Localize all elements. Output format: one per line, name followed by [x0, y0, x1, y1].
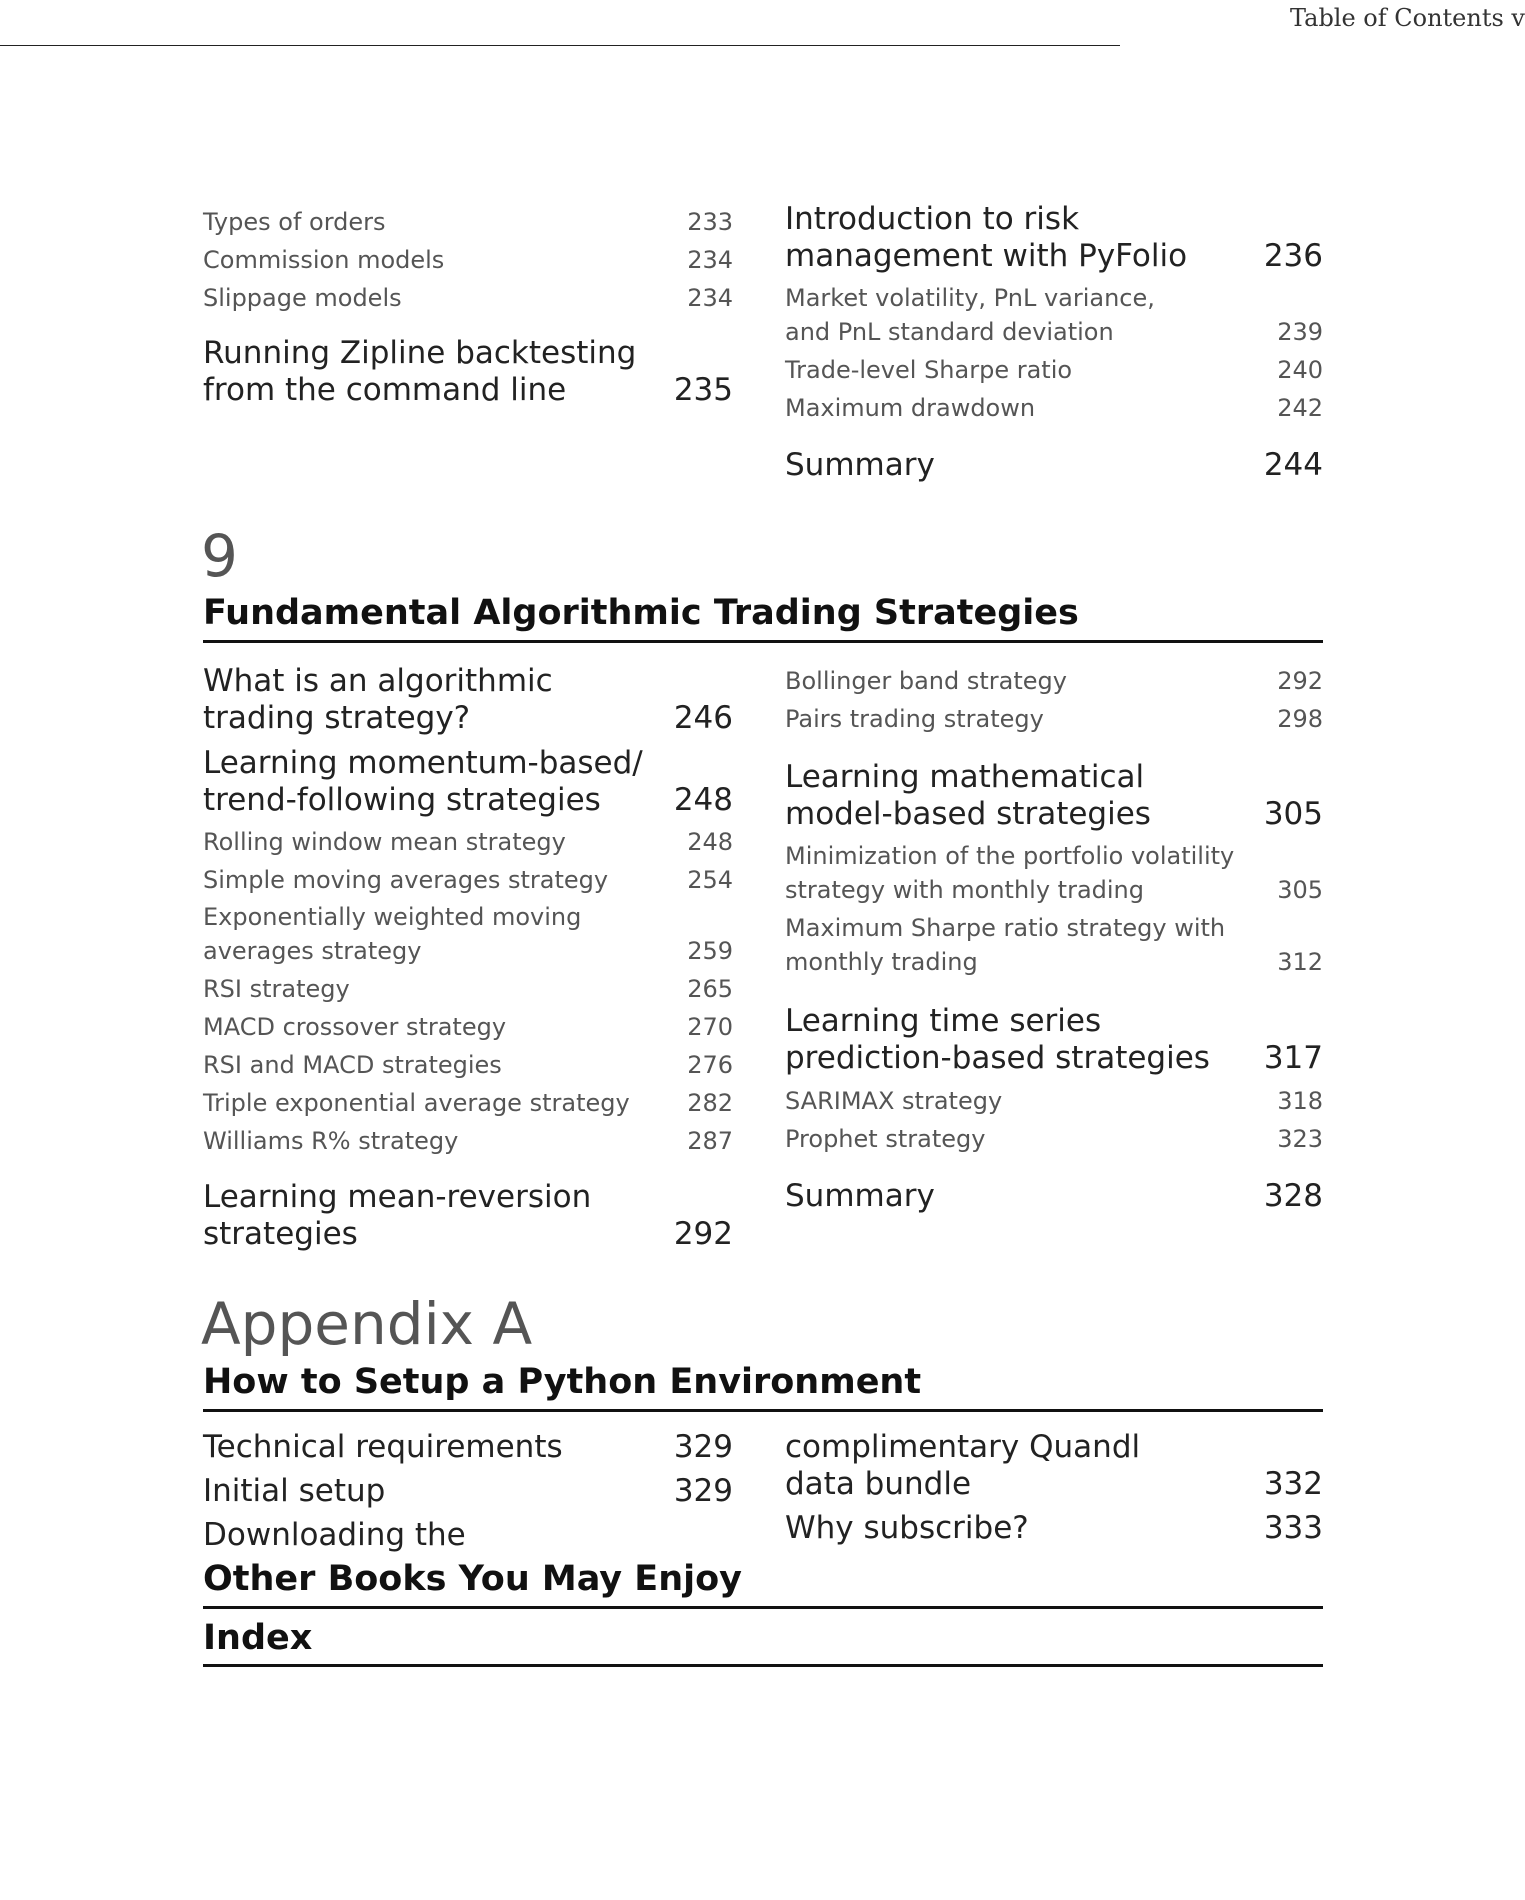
toc-entry[interactable]	[785, 1084, 1323, 1118]
appendix-label: Appendix A	[201, 1290, 533, 1358]
toc-entry-title: Bollinger band strategy	[785, 667, 1067, 695]
top-left-column	[203, 205, 733, 425]
toc-section-entry[interactable]	[785, 201, 1323, 275]
toc-entry-title-line2: strategies	[203, 1216, 358, 1252]
toc-entry[interactable]	[203, 900, 733, 968]
toc-entry[interactable]	[785, 1122, 1323, 1156]
toc-entry[interactable]	[203, 205, 733, 239]
toc-entry-title: Why subscribe?	[785, 1510, 1029, 1546]
toc-entry-title: MACD crossover strategy	[203, 1013, 507, 1041]
toc-entry[interactable]	[785, 911, 1323, 979]
toc-entry-title: Initial setup	[203, 1473, 386, 1509]
appendix-rule	[203, 1409, 1323, 1412]
toc-entry-page: 329	[673, 1429, 733, 1465]
toc-entry-title-line2: data bundle	[785, 1466, 972, 1502]
toc-entry-title-line2: model-based strategies	[785, 796, 1151, 832]
chapter9-left-column	[203, 663, 733, 1263]
toc-entry-page: 240	[1277, 356, 1323, 384]
toc-section-entry[interactable]	[785, 1510, 1323, 1547]
toc-entry-page: 292	[673, 1216, 733, 1252]
toc-entry-page: 239	[1277, 318, 1323, 346]
toc-entry-page: 234	[687, 246, 733, 274]
toc-entry[interactable]	[203, 825, 733, 859]
toc-section-entry[interactable]	[203, 663, 733, 737]
toc-entry-page: 323	[1277, 1125, 1323, 1153]
toc-entry[interactable]	[203, 972, 733, 1006]
toc-entry[interactable]	[203, 1010, 733, 1044]
other-books-rule	[203, 1606, 1323, 1609]
toc-entry-page: 329	[673, 1473, 733, 1509]
toc-entry-title: Technical requirements	[203, 1429, 563, 1465]
toc-section-entry[interactable]	[785, 759, 1323, 833]
toc-entry-title-line1: complimentary Quandl	[785, 1429, 1141, 1465]
toc-entry-title: Commission models	[203, 246, 445, 274]
toc-entry-title-line2: averages strategy	[203, 937, 422, 965]
toc-entry[interactable]	[203, 281, 733, 315]
toc-entry-page: 282	[687, 1089, 733, 1117]
header-text: Table of Contents v	[1289, 4, 1525, 32]
toc-entry-page: 242	[1277, 394, 1323, 422]
toc-entry-page: 305	[1263, 796, 1323, 832]
toc-entry-page: 318	[1277, 1087, 1323, 1115]
toc-entry[interactable]	[785, 839, 1323, 907]
toc-section-entry[interactable]	[203, 1517, 733, 1554]
toc-entry-page: 332	[1263, 1466, 1323, 1502]
toc-entry-page: 236	[1263, 238, 1323, 274]
toc-section-entry[interactable]	[203, 745, 733, 819]
toc-entry-title: Types of orders	[203, 208, 386, 236]
toc-entry-page: 270	[687, 1013, 733, 1041]
toc-entry-title-line2: prediction-based strategies	[785, 1040, 1210, 1076]
toc-entry-title-line2: from the command line	[203, 372, 567, 408]
index-title[interactable]: Index	[203, 1618, 313, 1658]
toc-entry-title-line2: management with PyFolio	[785, 238, 1188, 274]
toc-entry-title: Williams R% strategy	[203, 1127, 459, 1155]
chapter9-right-column	[785, 664, 1323, 1224]
toc-entry-title-line2: trading strategy?	[203, 700, 471, 736]
toc-section-entry[interactable]	[203, 1429, 733, 1466]
toc-section-entry[interactable]	[203, 1179, 733, 1253]
appendix-left-column	[203, 1429, 733, 1559]
toc-entry-page: 259	[687, 937, 733, 965]
top-right-column	[785, 201, 1323, 491]
appendix-title[interactable]: How to Setup a Python Environment	[203, 1362, 922, 1402]
toc-entry[interactable]	[785, 281, 1323, 349]
toc-section-entry[interactable]	[203, 1473, 733, 1510]
toc-section-entry[interactable]	[785, 1429, 1323, 1503]
toc-entry-title: Simple moving averages strategy	[203, 866, 609, 894]
toc-entry-title: Slippage models	[203, 284, 402, 312]
toc-entry-title-line2: trend-following strategies	[203, 782, 601, 818]
toc-entry-title: Summary	[785, 447, 935, 483]
toc-entry-title: Trade-level Sharpe ratio	[785, 356, 1073, 384]
toc-entry-page: 298	[1277, 705, 1323, 733]
toc-entry-title-line1: Minimization of the portfolio volatility	[785, 842, 1235, 870]
chapter-number: 9	[201, 522, 238, 590]
toc-entry-title: Prophet strategy	[785, 1125, 986, 1153]
toc-entry-page: 333	[1263, 1510, 1323, 1546]
toc-entry[interactable]	[203, 243, 733, 277]
toc-entry[interactable]	[785, 353, 1323, 387]
chapter-rule	[203, 640, 1323, 643]
toc-section-entry[interactable]	[785, 447, 1323, 484]
toc-entry-title: Summary	[785, 1178, 935, 1214]
toc-entry-title: Maximum drawdown	[785, 394, 1036, 422]
toc-entry[interactable]	[785, 391, 1323, 425]
toc-entry-page: 233	[687, 208, 733, 236]
toc-entry-page: 276	[687, 1051, 733, 1079]
toc-entry-title-line1: Maximum Sharpe ratio strategy with	[785, 914, 1226, 942]
toc-entry-title-line1: Learning momentum-based/	[203, 745, 643, 781]
toc-entry-title: SARIMAX strategy	[785, 1087, 1003, 1115]
toc-entry-title-line1: Exponentially weighted moving	[203, 903, 582, 931]
toc-entry-page: 317	[1263, 1040, 1323, 1076]
other-books-title[interactable]: Other Books You May Enjoy	[203, 1559, 742, 1599]
toc-entry-title: Downloading the	[203, 1517, 466, 1553]
toc-entry-title-line1: Learning mathematical	[785, 759, 1145, 795]
toc-entry-page: 312	[1277, 948, 1323, 976]
toc-entry[interactable]	[203, 863, 733, 897]
toc-entry-title: RSI and MACD strategies	[203, 1051, 502, 1079]
toc-entry-title-line2: strategy with monthly trading	[785, 876, 1145, 904]
toc-entry[interactable]	[203, 1048, 733, 1082]
toc-entry-page: 254	[687, 866, 733, 894]
toc-entry-page: 292	[1277, 667, 1323, 695]
appendix-right-column	[785, 1429, 1323, 1559]
toc-entry-page: 248	[673, 782, 733, 818]
toc-entry[interactable]	[785, 702, 1323, 736]
toc-entry-page: 305	[1277, 876, 1323, 904]
toc-section-entry[interactable]	[785, 1178, 1323, 1215]
toc-entry-page: 235	[673, 372, 733, 408]
toc-entry-title-line1: Learning time series	[785, 1003, 1102, 1039]
toc-entry-page: 246	[673, 700, 733, 736]
running-header	[0, 0, 1525, 46]
toc-entry[interactable]	[203, 1086, 733, 1120]
toc-section-entry[interactable]	[203, 335, 733, 409]
toc-entry-page: 248	[687, 828, 733, 856]
toc-entry-page: 265	[687, 975, 733, 1003]
toc-entry[interactable]	[785, 664, 1323, 698]
toc-entry-title-line1: What is an algorithmic	[203, 663, 553, 699]
toc-entry-page: 244	[1263, 447, 1323, 483]
toc-entry-title-line1: Introduction to risk	[785, 201, 1080, 237]
toc-entry-page: 287	[687, 1127, 733, 1155]
toc-section-entry[interactable]	[785, 1003, 1323, 1077]
toc-entry-title: Rolling window mean strategy	[203, 828, 566, 856]
chapter-title[interactable]: Fundamental Algorithmic Trading Strategies	[203, 593, 1079, 633]
toc-entry[interactable]	[203, 1124, 733, 1158]
toc-entry-title-line1: Learning mean-reversion	[203, 1179, 592, 1215]
toc-entry-title-line1: Running Zipline backtesting	[203, 335, 637, 371]
toc-entry-page: 234	[687, 284, 733, 312]
toc-entry-title-line1: Market volatility, PnL variance,	[785, 284, 1155, 312]
toc-entry-title: Triple exponential average strategy	[203, 1089, 630, 1117]
toc-entry-title: Pairs trading strategy	[785, 705, 1044, 733]
toc-entry-title: RSI strategy	[203, 975, 350, 1003]
toc-entry-title-line2: and PnL standard deviation	[785, 318, 1114, 346]
index-rule	[203, 1664, 1323, 1667]
toc-entry-title-line2: monthly trading	[785, 948, 978, 976]
toc-entry-page: 328	[1263, 1178, 1323, 1214]
